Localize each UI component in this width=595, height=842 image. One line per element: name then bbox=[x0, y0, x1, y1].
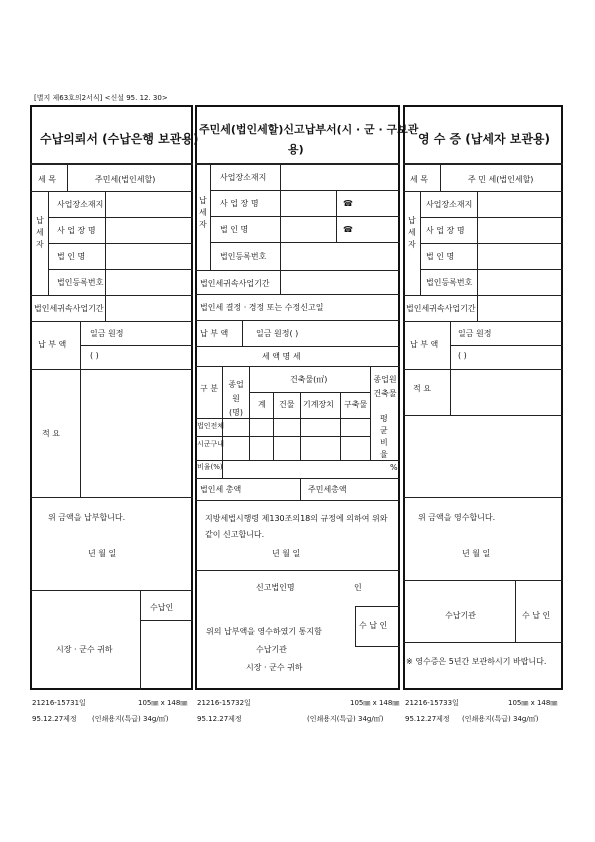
left-fiscal-period: 법인세귀속사업기간 bbox=[34, 304, 104, 313]
middle-recipient: 시장 · 군수 귀하 bbox=[246, 663, 303, 672]
right-amount-paren: ( ) bbox=[458, 351, 467, 360]
middle-row-ratio: 비율(%) bbox=[197, 463, 223, 471]
middle-amount-label: 납 부 액 bbox=[200, 329, 229, 338]
left-footer-size: 105㎜ x 148㎜ bbox=[138, 699, 188, 707]
middle-row-2: 법 인 명 bbox=[220, 225, 249, 234]
middle-col-emp-bldg: 종업원 건축물 bbox=[373, 375, 397, 398]
right-fiscal-period: 법인세귀속사업기간 bbox=[406, 304, 476, 313]
right-date-line: 년 월 일 bbox=[462, 549, 491, 558]
left-amount-units: 일금 원정 bbox=[90, 329, 124, 338]
right-panel bbox=[403, 105, 563, 690]
left-amount-label: 납 부 액 bbox=[38, 340, 67, 349]
middle-stamp-label: 수 납 인 bbox=[359, 621, 388, 630]
middle-footer-size: 105㎜ x 148㎜ bbox=[350, 699, 400, 707]
middle-seal: 인 bbox=[354, 583, 362, 592]
left-footer-date: 95.12.27제정 bbox=[32, 715, 77, 723]
middle-row-0: 사업장소재지 bbox=[220, 173, 267, 182]
left-title: 수납의뢰서 (수납은행 보관용) bbox=[40, 132, 199, 146]
left-row-3: 법인등록번호 bbox=[57, 278, 104, 287]
middle-avg-ratio: 평 균 비 율 bbox=[380, 414, 388, 459]
middle-col-employees: 종업원 (명) bbox=[228, 380, 244, 417]
right-remark-label: 적 요 bbox=[413, 384, 431, 393]
middle-collector: 수납기관 bbox=[256, 645, 287, 654]
middle-col-bldg: 건물 bbox=[279, 400, 295, 409]
middle-col-total: 계 bbox=[258, 400, 266, 409]
middle-resident-tax-total: 주민세총액 bbox=[308, 485, 347, 494]
middle-row-city: 시군구내 bbox=[197, 440, 225, 448]
right-footer-date: 95.12.27제정 bbox=[405, 715, 450, 723]
left-tax-item-label: 세 목 bbox=[38, 175, 56, 184]
middle-date-line: 년 월 일 bbox=[272, 549, 301, 558]
middle-phone-2: ☎ bbox=[343, 225, 353, 234]
middle-col-machine: 기계장치 bbox=[303, 400, 334, 409]
middle-percent: % bbox=[390, 463, 398, 472]
middle-footer-paper: (인쇄용지(특급) 34g/㎡) bbox=[307, 715, 384, 723]
right-footer-code: 21216-15733일 bbox=[405, 699, 459, 707]
right-row-1: 사 업 장 명 bbox=[426, 226, 465, 235]
left-recipient: 시장 · 군수 귀하 bbox=[56, 645, 113, 654]
middle-fiscal-period: 법인세귀속사업기간 bbox=[200, 279, 270, 288]
left-tax-item-value: 주민세(법인세할) bbox=[95, 175, 156, 184]
middle-corp-tax-total: 법인세 총액 bbox=[200, 485, 242, 494]
right-stamp-label: 수 납 인 bbox=[522, 611, 551, 620]
middle-col-building: 건축물(㎡) bbox=[290, 375, 328, 384]
right-footer-paper: (인쇄용지(특급) 34g/㎡) bbox=[462, 715, 539, 723]
left-date-line: 년 월 일 bbox=[88, 549, 117, 558]
middle-phone-1: ☎ bbox=[343, 199, 353, 208]
left-amount-paren: ( ) bbox=[90, 351, 99, 360]
middle-correction: 법인세 결정 · 경정 또는 수정신고일 bbox=[200, 303, 324, 312]
middle-col-structure: 구축물 bbox=[344, 400, 368, 409]
left-stamp-label: 수납인 bbox=[150, 603, 174, 612]
left-row-1: 사 업 장 명 bbox=[57, 226, 96, 235]
left-footer-code: 21216-15731일 bbox=[32, 699, 86, 707]
right-amount-label: 납 부 액 bbox=[410, 340, 439, 349]
right-row-2: 법 인 명 bbox=[426, 252, 455, 261]
right-row-0: 사업장소재지 bbox=[426, 200, 473, 209]
middle-received: 위의 납부액을 영수하였기 통지함 bbox=[206, 627, 322, 636]
middle-title-line2: 용) bbox=[288, 143, 304, 156]
left-footer-paper: (인쇄용지(특급) 34g/㎡) bbox=[92, 715, 169, 723]
right-tax-item-label: 세 목 bbox=[410, 175, 428, 184]
middle-title-line1: 주민세(법인세할)신고납부서(시 · 군 · 구보관 bbox=[199, 123, 419, 136]
left-notice: 위 금액을 납부합니다. bbox=[48, 513, 126, 522]
right-notice: 위 금액을 영수합니다. bbox=[418, 513, 496, 522]
middle-row-1: 사 업 장 명 bbox=[220, 199, 259, 208]
right-footer-size: 105㎜ x 148㎜ bbox=[508, 699, 558, 707]
right-row-3: 법인등록번호 bbox=[426, 278, 473, 287]
left-remark-label: 적 요 bbox=[42, 429, 60, 438]
right-keep-note: ※ 영수증은 5년간 보관하시기 바랍니다. bbox=[406, 657, 547, 666]
middle-row-3: 법인등록번호 bbox=[220, 252, 267, 261]
middle-amount-units: 일금 원정( ) bbox=[256, 329, 299, 338]
left-row-0: 사업장소재지 bbox=[57, 200, 104, 209]
middle-footer-date: 95.12.27제정 bbox=[197, 715, 242, 723]
right-taxpayer-label: 납 세 자 bbox=[408, 216, 416, 249]
middle-col-category: 구 분 bbox=[200, 384, 218, 393]
middle-statement: 지방세법시행령 제130조의18의 규정에 의하여 위와 같이 신고합니다. bbox=[205, 514, 388, 539]
right-collector: 수납기관 bbox=[445, 611, 476, 620]
middle-footer-code: 21216-15732일 bbox=[197, 699, 251, 707]
right-amount-units: 일금 원정 bbox=[458, 329, 492, 338]
right-title: 영 수 증 (납세자 보관용) bbox=[418, 132, 551, 146]
middle-row-corp-total: 법인전체 bbox=[197, 422, 225, 430]
middle-detail-header: 세 액 명 세 bbox=[262, 352, 301, 361]
middle-reporter: 신고법인명 bbox=[256, 583, 295, 592]
middle-taxpayer-label: 납 세 자 bbox=[199, 196, 207, 229]
right-tax-item-value: 주 민 세(법인세할) bbox=[468, 175, 534, 184]
form-header: [별지 제63호의2서식] <신설 95. 12. 30> bbox=[34, 94, 168, 102]
left-taxpayer-label: 납 세 자 bbox=[36, 216, 44, 249]
left-row-2: 법 인 명 bbox=[57, 252, 86, 261]
